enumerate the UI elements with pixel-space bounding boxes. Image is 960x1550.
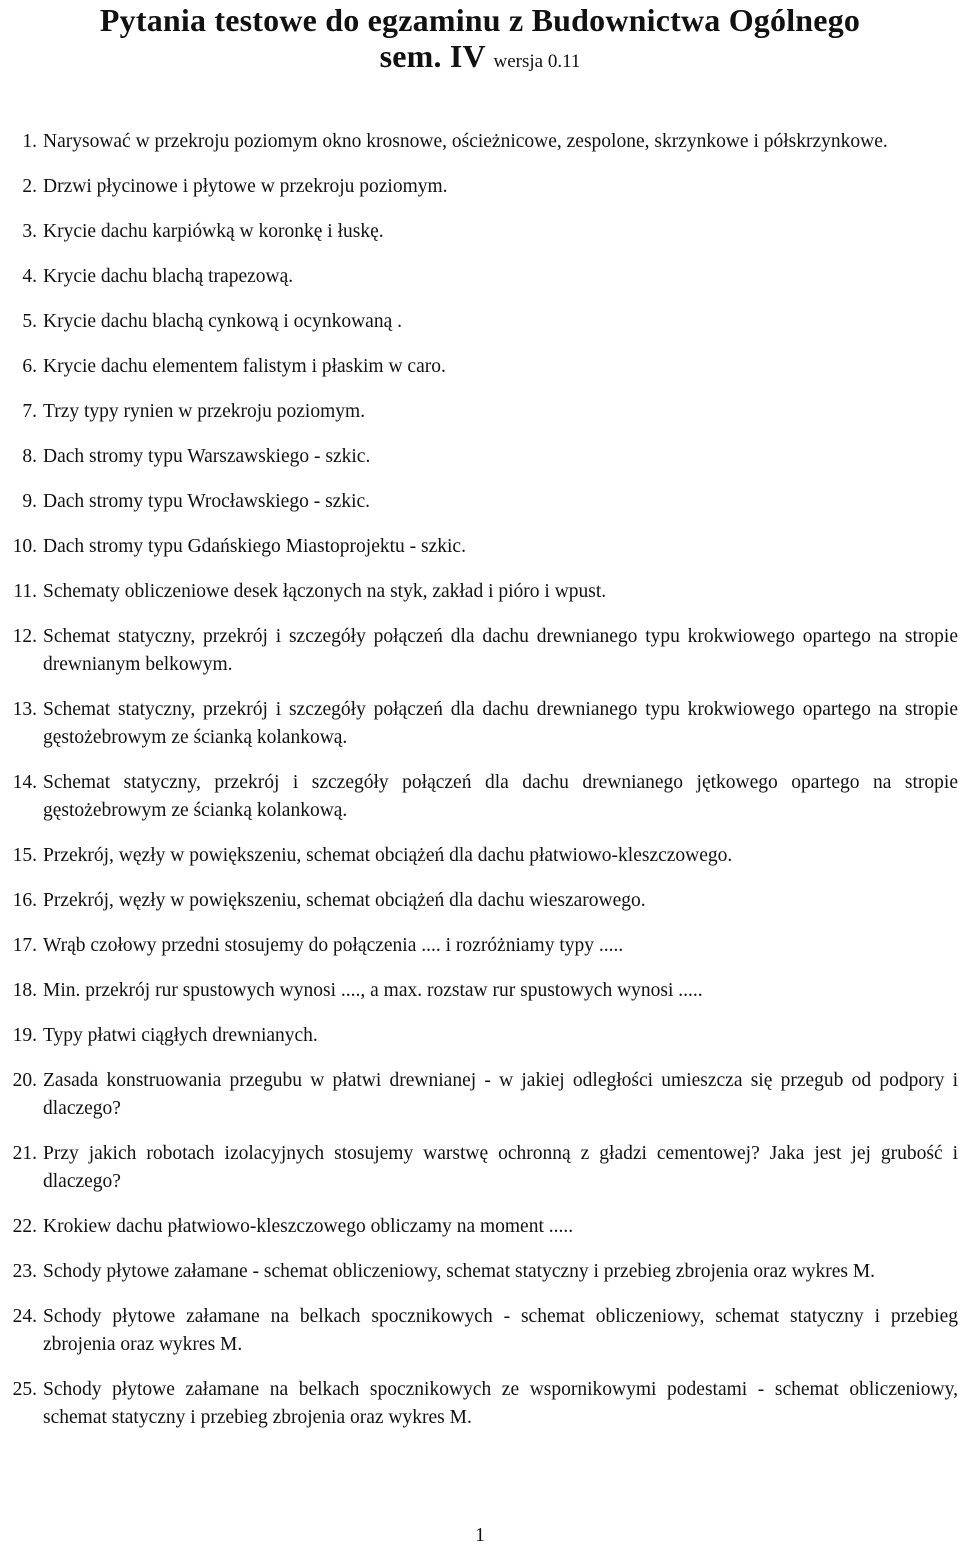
question-number: 10. xyxy=(12,536,37,557)
question-number: 21. xyxy=(12,1143,37,1164)
question-text: Dach stromy typu Wrocławskiego - szkic. xyxy=(43,491,371,512)
question-item xyxy=(0,696,960,752)
question-text: Schemat statyczny, przekrój i szczegóły połączeń dla dachu drewnianego typu krokwiowego opartego na stropie gęstożebrowym ze ścianką kolankową. xyxy=(43,699,958,748)
question-item xyxy=(0,1303,960,1359)
question-item xyxy=(0,1140,960,1196)
question-number: 4. xyxy=(22,266,37,287)
question-item xyxy=(0,932,960,960)
question-text: Trzy typy rynien w przekroju poziomym. xyxy=(43,401,366,422)
question-text: Schody płytowe załamane - schemat obliczeniowy, schemat statyczny i przebieg zbrojenia oraz wykres M. xyxy=(43,1261,876,1282)
question-number: 8. xyxy=(22,446,37,467)
question-text: Dach stromy typu Gdańskiego Miastoprojektu - szkic. xyxy=(43,536,466,557)
question-text: Typy płatwi ciągłych drewnianych. xyxy=(43,1025,318,1046)
question-number: 11. xyxy=(13,581,37,602)
question-number: 16. xyxy=(12,890,37,911)
question-item xyxy=(0,443,960,471)
question-text: Przekrój, węzły w powiększeniu, schemat obciążeń dla dachu wieszarowego. xyxy=(43,890,646,911)
question-text: Krycie dachu blachą trapezową. xyxy=(43,266,294,287)
question-number: 20. xyxy=(12,1070,37,1091)
question-item xyxy=(0,398,960,426)
question-number: 24. xyxy=(12,1306,37,1327)
version-label: wersja 0.11 xyxy=(493,51,581,72)
question-item xyxy=(0,977,960,1005)
question-item xyxy=(0,263,960,291)
question-number: 17. xyxy=(12,935,37,956)
question-item xyxy=(0,578,960,606)
question-number: 7. xyxy=(22,401,37,422)
question-number: 14. xyxy=(12,772,37,793)
question-item xyxy=(0,1213,960,1241)
question-item xyxy=(0,173,960,201)
question-item xyxy=(0,1258,960,1286)
question-text: Narysować w przekroju poziomym okno krosnowe, ościeżnicowe, zespolone, skrzynkowe i półskrzynkowe. xyxy=(43,131,888,152)
question-item xyxy=(0,842,960,870)
question-text: Zasada konstruowania przegubu w płatwi drewnianej - w jakiej odległości umieszcza się przegub od podpory i dlaczego? xyxy=(43,1070,958,1119)
question-text: Krycie dachu karpiówką w koronkę i łuskę. xyxy=(43,221,384,242)
question-list xyxy=(0,128,960,1449)
question-text: Schody płytowe załamane na belkach spocznikowych ze wspornikowymi podestami - schemat obliczeniowy, schemat statyczny i przebieg zbrojenia oraz wykres M. xyxy=(43,1379,958,1428)
title-line-2: sem. IV xyxy=(379,38,486,74)
question-text: Krokiew dachu płatwiowo-kleszczowego obliczamy na moment ..... xyxy=(43,1216,574,1237)
question-item xyxy=(0,1376,960,1432)
question-item xyxy=(0,533,960,561)
question-number: 9. xyxy=(22,491,37,512)
question-text: Przy jakich robotach izolacyjnych stosujemy warstwę ochronną z gładzi cementowej? Jaka jest jej grubość i dlaczego? xyxy=(43,1143,958,1192)
question-item xyxy=(0,353,960,381)
question-item xyxy=(0,769,960,825)
question-item xyxy=(0,887,960,915)
question-item xyxy=(0,488,960,516)
question-item xyxy=(0,128,960,156)
question-item xyxy=(0,1022,960,1050)
question-number: 18. xyxy=(12,980,37,1001)
question-number: 6. xyxy=(22,356,37,377)
question-text: Schemat statyczny, przekrój i szczegóły połączeń dla dachu drewnianego jętkowego opartego na stropie gęstożebrowym ze ścianką kolankową. xyxy=(43,772,958,821)
question-number: 3. xyxy=(22,221,37,242)
question-text: Schody płytowe załamane na belkach spocznikowych - schemat obliczeniowy, schemat statyczny i przebieg zbrojenia oraz wykres M. xyxy=(43,1306,958,1355)
question-item xyxy=(0,623,960,679)
question-number: 12. xyxy=(12,626,37,647)
question-text: Krycie dachu blachą cynkową i ocynkowaną . xyxy=(43,311,402,332)
question-text: Min. przekrój rur spustowych wynosi ...., a max. rozstaw rur spustowych wynosi ..... xyxy=(43,980,703,1001)
page-number: 1 xyxy=(475,1525,485,1546)
document-title xyxy=(0,0,960,80)
question-number: 19. xyxy=(12,1025,37,1046)
question-number: 2. xyxy=(22,176,37,197)
question-number: 13. xyxy=(12,699,37,720)
question-text: Wrąb czołowy przedni stosujemy do połączenia .... i rozróżniamy typy ..... xyxy=(43,935,624,956)
title-line-1: Pytania testowe do egzaminu z Budownictwa Ogólnego xyxy=(99,2,861,38)
question-text: Drzwi płycinowe i płytowe w przekroju poziomym. xyxy=(43,176,448,197)
question-text: Dach stromy typu Warszawskiego - szkic. xyxy=(43,446,371,467)
question-item xyxy=(0,1067,960,1123)
question-text: Przekrój, węzły w powiększeniu, schemat obciążeń dla dachu płatwiowo-kleszczowego. xyxy=(43,845,733,866)
question-text: Krycie dachu elementem falistym i płaskim w caro. xyxy=(43,356,446,377)
question-number: 22. xyxy=(12,1216,37,1237)
question-number: 25. xyxy=(12,1379,37,1400)
question-number: 1. xyxy=(22,131,37,152)
question-number: 15. xyxy=(12,845,37,866)
question-number: 23. xyxy=(12,1261,37,1282)
question-item xyxy=(0,218,960,246)
question-text: Schemat statyczny, przekrój i szczegóły połączeń dla dachu drewnianego typu krokwiowego opartego na stropie drewnianym belkowym. xyxy=(43,626,958,675)
question-text: Schematy obliczeniowe desek łączonych na styk, zakład i pióro i wpust. xyxy=(43,581,607,602)
question-item xyxy=(0,308,960,336)
question-number: 5. xyxy=(22,311,37,332)
